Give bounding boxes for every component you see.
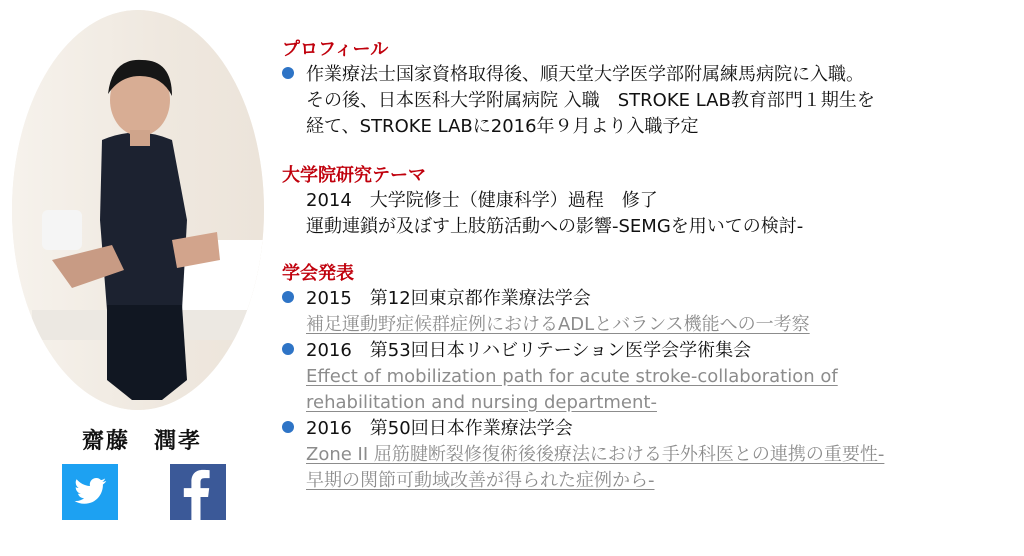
person-illustration: [12, 10, 264, 410]
facebook-icon: [170, 464, 226, 520]
presentation-heading: 2016 第50回日本作業療法学会: [282, 416, 1022, 442]
bullet-icon: [282, 421, 294, 433]
profile-line: 経て、STROKE LABに2016年９月より入職予定: [306, 116, 699, 137]
bullet-icon: [282, 291, 294, 303]
presentation-heading: 2016 第53回日本リハビリテーション医学会学術集会: [282, 338, 1022, 364]
profile-title: プロフィール: [282, 39, 389, 60]
bullet-icon: [282, 67, 294, 79]
bullet-icon: [282, 343, 294, 355]
presentation-link-2[interactable]: rehabilitation and nursing department-: [306, 392, 657, 413]
twitter-icon: [62, 464, 118, 520]
research-title: 大学院研究テーマ: [282, 165, 426, 186]
research-line: 運動連鎖が及ぼす上肢筋活動への影響-SEMGを用いての検討-: [306, 216, 804, 237]
presentation-link-2[interactable]: Effect of mobilization path for acute stroke-collaboration of: [306, 366, 838, 387]
presentation-link-1[interactable]: 補足運動野症候群症例におけるADLとバランス機能への一考察: [306, 314, 810, 335]
profile-photo: [12, 10, 264, 410]
person-name: 齋藤 潤孝: [81, 429, 202, 454]
presentation-link-3[interactable]: 早期の関節可動域改善が得られた症例から-: [306, 470, 655, 491]
presentation-link-3[interactable]: Zone II 屈筋腱断裂修復術後後療法における手外科医との連携の重要性-: [306, 444, 885, 465]
profile-line: 作業療法士国家資格取得後、順天堂大学医学部附属練馬病院に入職。: [282, 62, 1022, 88]
presentation-heading: 2015 第12回東京都作業療法学会: [282, 286, 1022, 312]
facebook-button[interactable]: [170, 464, 226, 520]
research-line: 2014 大学院修士（健康科学）過程 修了: [306, 190, 658, 211]
profile-line: その後、日本医科大学附属病院 入職 STROKE LAB教育部門１期生を: [306, 90, 875, 111]
profile-content: [282, 38, 1022, 494]
twitter-button[interactable]: [62, 464, 118, 520]
presentations-title: 学会発表: [282, 263, 354, 284]
